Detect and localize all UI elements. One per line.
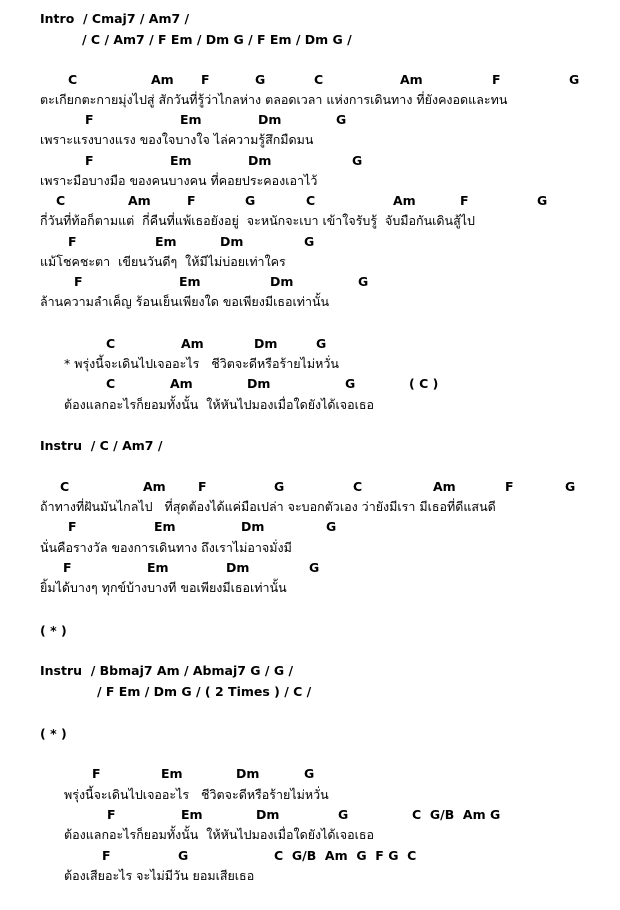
chord: Em [161,766,183,781]
chord: G [352,153,363,168]
chord: Am [143,479,166,494]
chord: Dm [270,274,294,289]
lyric-line: ถ้าทางที่ฝันมันไกลไป ที่สุดต้องได้แค่มือเปล่า จะบอกตัวเอง ว่ายังมีเรา มีเธอที่ดีแสนดี [40,499,496,514]
chord: Am [181,336,204,351]
chord: G [569,72,580,87]
chord: Dm [256,807,280,822]
lyric-line: เพราะแรงบางแรง ของใจบางใจ ไล่ความรู้สึกมืดมน [40,132,314,147]
chord: F [68,234,77,249]
chord: Em [147,560,169,575]
chord: F [85,112,94,127]
chord: Dm [247,376,271,391]
chord: G [274,479,285,494]
chord: G [537,193,548,208]
intro-line-1: Intro / Cmaj7 / Am7 / [40,11,190,26]
chord: Em [180,112,202,127]
chord: Dm [248,153,272,168]
chord: C [106,376,116,391]
chord: Am [128,193,151,208]
chord: C [306,193,316,208]
repeat-chorus-marker: ( * ) [40,726,67,741]
chord: Em [179,274,201,289]
lyric-line: นั่นคือรางวัล ของการเดินทาง ถึงเราไม่อาจมั่งมี [40,540,292,555]
intro-line-2: / C / Am7 / F Em / Dm G / F Em / Dm G / [82,32,352,47]
lyric-line: ตะเกียกตะกายมุ่งไปสู่ สักวันที่รู้ว่าไกลห่าง ตลอดเวลา แห่งการเดินทาง ที่ยังคงอดและทน [40,92,508,107]
chord: F [92,766,101,781]
chord: F [63,560,72,575]
chord: F [102,848,111,863]
lyric-line: ต้องแลกอะไรก็ยอมทั้งนั้น ให้หันไปมองเมื่อใดยังได้เจอเธอ [64,397,375,412]
chord: F [107,807,116,822]
chord: G [326,519,337,534]
chord: Em [170,153,192,168]
chord: F [198,479,207,494]
repeat-chorus-marker: ( * ) [40,623,67,638]
lyric-line: ยิ้มได้บางๆ ทุกข์บ้างบางที ขอเพียงมีเธอเท่านั้น [40,580,287,595]
lyric-line: ต้องเสียอะไร จะไม่มีวัน ยอมเสียเธอ [64,868,255,883]
chord: F [492,72,501,87]
lyric-line: แม้โชคชะตา เขียนวันดีๆ ให้มีไม่บ่อยเท่าใคร [40,254,286,269]
chord: C G/B Am G F G C [274,848,417,863]
lyric-line: เพราะมือบางมือ ของคนบางคน ที่คอยประคองเอาไว้ [40,173,318,188]
chord: G [345,376,356,391]
instrumental-2-line-1: Instru / Bbmaj7 Am / Abmaj7 G / G / [40,663,294,678]
chord: F [85,153,94,168]
chord: C [353,479,363,494]
chord: G [338,807,349,822]
chord: G [336,112,347,127]
chord: C [106,336,116,351]
lyric-line: กี่วันที่ท้อก็ตามแต่ กี่คืนที่แพ้เธอยังอยู่ จะหนักจะเบา เข้าใจรับรู้ จับมือกันเดินสู้ไป [40,213,475,228]
chord: Dm [258,112,282,127]
chord: Em [154,519,176,534]
chord: Dm [226,560,250,575]
chord: Dm [254,336,278,351]
chord: G [245,193,256,208]
chord: C G/B Am G [412,807,501,822]
lyric-line: พรุ่งนี้จะเดินไปเจออะไร ชีวิตจะดีหรือร้ายไม่หวั่น [64,787,329,802]
chord: F [187,193,196,208]
chord: Am [151,72,174,87]
chord: G [304,234,315,249]
chord: C [68,72,78,87]
chord: Dm [236,766,260,781]
instrumental-1: Instru / C / Am7 / [40,438,163,453]
chord: F [74,274,83,289]
chord: Dm [241,519,265,534]
chord: G [309,560,320,575]
lyric-line: * พรุ่งนี้จะเดินไปเจออะไร ชีวิตจะดีหรือร้ายไม่หวั่น [64,356,339,371]
chord: Dm [220,234,244,249]
chord: C [56,193,66,208]
chord: G [316,336,327,351]
chord: C [314,72,324,87]
chord: F [201,72,210,87]
chord: G [255,72,266,87]
chord: G [304,766,315,781]
chord: G [565,479,576,494]
chord: G [358,274,369,289]
lyric-line: ต้องแลกอะไรก็ยอมทั้งนั้น ให้หันไปมองเมื่อใดยังได้เจอเธอ [64,827,375,842]
chord: F [460,193,469,208]
instrumental-2-line-2: / F Em / Dm G / ( 2 Times ) / C / [97,684,312,699]
chord: Am [433,479,456,494]
chord: G [178,848,189,863]
chord: F [68,519,77,534]
chord: ( C ) [409,376,439,391]
chord: Am [170,376,193,391]
chord: C [60,479,70,494]
chord: Em [155,234,177,249]
lyric-line: ล้านความลำเค็ญ ร้อนเย็นเพียงใด ขอเพียงมีเธอเท่านั้น [40,294,330,309]
chord: Am [393,193,416,208]
chord: Em [181,807,203,822]
chord: Am [400,72,423,87]
chord: F [505,479,514,494]
